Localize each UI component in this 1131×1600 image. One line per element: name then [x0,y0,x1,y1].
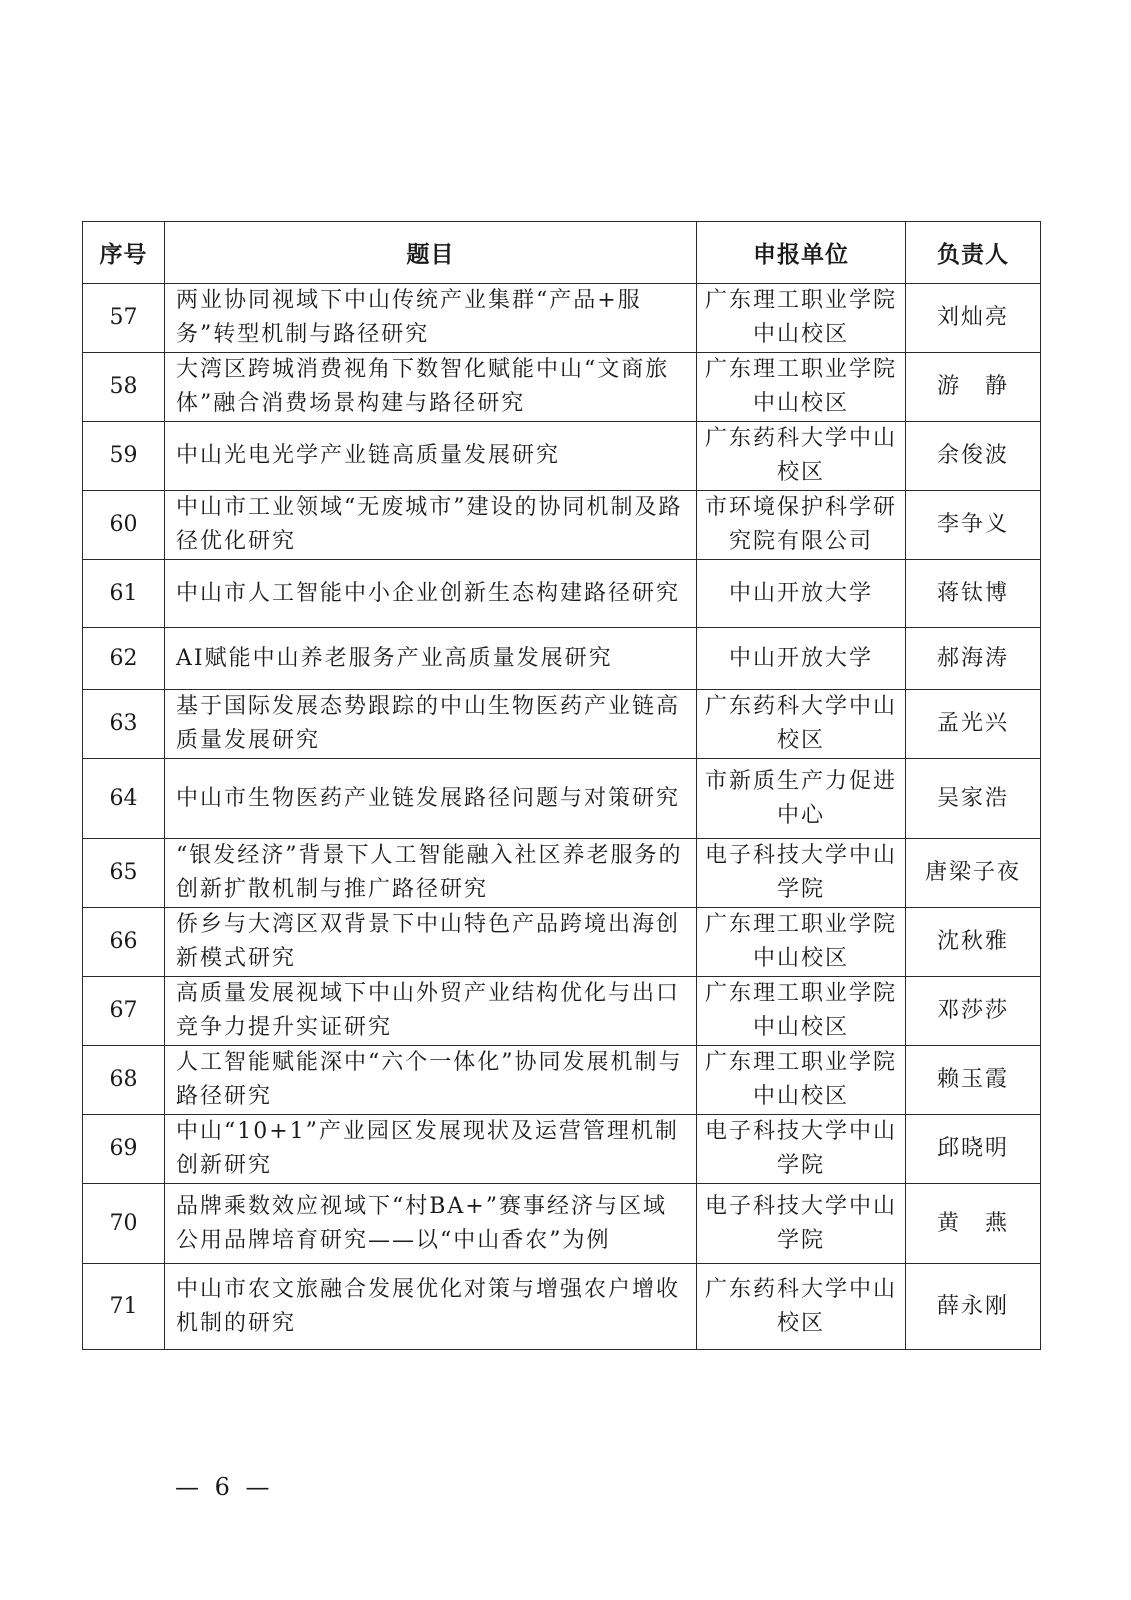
table-row [83,1046,1041,1115]
row-title: 大湾区跨城消费视角下数智化赋能中山“文商旅体”融合消费场景构建与路径研究 [165,353,697,422]
row-unit: 广东理工职业学院中山校区 [697,1046,906,1115]
row-number: 63 [83,690,165,759]
row-person: 郝海涛 [906,628,1041,690]
row-number: 69 [83,1115,165,1184]
row-number: 68 [83,1046,165,1115]
row-person: 唐梁子夜 [906,839,1041,908]
row-number: 67 [83,977,165,1046]
row-title: AI赋能中山养老服务产业高质量发展研究 [165,628,697,690]
table-row [83,560,1041,628]
table-row [83,977,1041,1046]
row-number: 61 [83,560,165,628]
row-unit: 广东药科大学中山校区 [697,690,906,759]
row-person: 孟光兴 [906,690,1041,759]
row-unit: 中山开放大学 [697,628,906,690]
row-unit: 电子科技大学中山学院 [697,1184,906,1264]
row-title: 中山市生物医药产业链发展路径问题与对策研究 [165,759,697,839]
row-unit: 广东理工职业学院中山校区 [697,284,906,353]
row-title: 基于国际发展态势跟踪的中山生物医药产业链高质量发展研究 [165,690,697,759]
row-unit: 广东药科大学中山校区 [697,422,906,491]
row-unit: 广东理工职业学院中山校区 [697,977,906,1046]
table-body [83,284,1041,1350]
table-row [83,491,1041,560]
row-unit: 广东理工职业学院中山校区 [697,353,906,422]
row-title: 两业协同视域下中山传统产业集群“产品+服务”转型机制与路径研究 [165,284,697,353]
row-number: 70 [83,1184,165,1264]
row-number: 58 [83,353,165,422]
row-person: 沈秋雅 [906,908,1041,977]
row-unit: 电子科技大学中山学院 [697,839,906,908]
row-title: 中山光电光学产业链高质量发展研究 [165,422,697,491]
row-person: 邓莎莎 [906,977,1041,1046]
row-unit: 市新质生产力促进中心 [697,759,906,839]
page-number: — 6 — [175,1473,274,1501]
header-no: 序号 [83,222,165,284]
row-title: 高质量发展视域下中山外贸产业结构优化与出口竞争力提升实证研究 [165,977,697,1046]
table-row [83,1184,1041,1264]
table-row [83,839,1041,908]
row-title: “银发经济”背景下人工智能融入社区养老服务的创新扩散机制与推广路径研究 [165,839,697,908]
row-title: 中山市农文旅融合发展优化对策与增强农户增收机制的研究 [165,1264,697,1350]
table-row [83,422,1041,491]
row-person: 余俊波 [906,422,1041,491]
row-title: 侨乡与大湾区双背景下中山特色产品跨境出海创新模式研究 [165,908,697,977]
row-number: 62 [83,628,165,690]
row-unit: 广东理工职业学院中山校区 [697,908,906,977]
row-number: 65 [83,839,165,908]
row-person: 蒋钛博 [906,560,1041,628]
row-number: 60 [83,491,165,560]
row-person: 薛永刚 [906,1264,1041,1350]
row-unit: 电子科技大学中山学院 [697,1115,906,1184]
table-row [83,353,1041,422]
table-row [83,284,1041,353]
row-person: 黄 燕 [906,1184,1041,1264]
table-row [83,908,1041,977]
row-person: 赖玉霞 [906,1046,1041,1115]
row-title: 中山“10+1”产业园区发展现状及运营管理机制创新研究 [165,1115,697,1184]
row-unit: 广东药科大学中山校区 [697,1264,906,1350]
row-unit: 市环境保护科学研究院有限公司 [697,491,906,560]
row-person: 游 静 [906,353,1041,422]
row-title: 中山市人工智能中小企业创新生态构建路径研究 [165,560,697,628]
row-person: 李争义 [906,491,1041,560]
row-number: 57 [83,284,165,353]
row-title: 人工智能赋能深中“六个一体化”协同发展机制与路径研究 [165,1046,697,1115]
table-header-row [83,222,1041,284]
table-row [83,1264,1041,1350]
row-title: 品牌乘数效应视域下“村BA+”赛事经济与区域公用品牌培育研究——以“中山香农”为例 [165,1184,697,1264]
project-table [82,221,1041,1350]
table-row [83,759,1041,839]
row-person: 刘灿亮 [906,284,1041,353]
header-title: 题目 [165,222,697,284]
row-person: 吴家浩 [906,759,1041,839]
row-number: 64 [83,759,165,839]
row-number: 71 [83,1264,165,1350]
row-number: 59 [83,422,165,491]
table-row [83,628,1041,690]
row-unit: 中山开放大学 [697,560,906,628]
table-row [83,1115,1041,1184]
table-row [83,690,1041,759]
row-person: 邱晓明 [906,1115,1041,1184]
header-person: 负责人 [906,222,1041,284]
row-title: 中山市工业领域“无废城市”建设的协同机制及路径优化研究 [165,491,697,560]
header-unit: 申报单位 [697,222,906,284]
row-number: 66 [83,908,165,977]
